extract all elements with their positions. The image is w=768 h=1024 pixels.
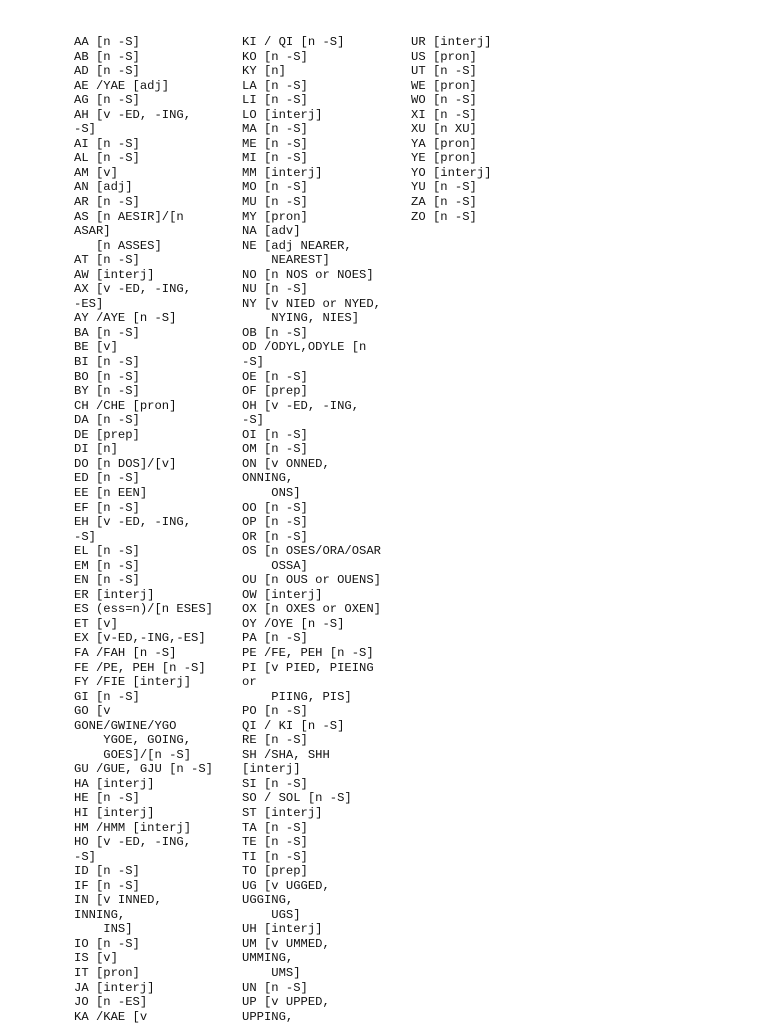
word-entry-line: MO [n -S] bbox=[242, 180, 308, 195]
word-entry-line: -S] bbox=[74, 529, 96, 544]
word-entry-line: IT [pron] bbox=[74, 966, 140, 980]
word-entry-line: US [pron] bbox=[411, 49, 477, 64]
word-entry-line: OP [n -S] bbox=[242, 515, 308, 530]
word-entry-line: GOES]/[n -S] bbox=[74, 747, 192, 762]
word-entry-line: AH [v -ED, -ING, bbox=[74, 107, 192, 122]
word-entry-line: OW [interj] bbox=[242, 587, 323, 602]
word-entry-line: DI [n] bbox=[74, 442, 118, 457]
word-entry-line: UMMING, bbox=[242, 951, 294, 966]
word-entry-line: HM /HMM [interj] bbox=[74, 820, 192, 835]
word-entry-line: ZO [n -S] bbox=[411, 209, 477, 224]
word-entry-line: AM [v] bbox=[74, 165, 118, 180]
word-entry-line: EL [n -S] bbox=[74, 544, 140, 559]
word-entry-line: BI [n -S] bbox=[74, 355, 140, 370]
word-entry-line: SO / SOL [n -S] bbox=[242, 791, 352, 806]
word-entry-line: PI [v PIED, PIEING bbox=[242, 660, 374, 675]
word-entry-line: ES (ess=n)/[n ESES] bbox=[74, 602, 213, 617]
word-entry-line: AD [n -S] bbox=[74, 64, 140, 79]
word-entry-line: UN [n -S] bbox=[242, 980, 308, 995]
word-entry-line: WE [pron] bbox=[411, 78, 477, 93]
word-entry-line: PE /FE, PEH [n -S] bbox=[242, 645, 374, 660]
word-column-1 bbox=[74, 35, 213, 1024]
word-entry-line: ET [v] bbox=[74, 616, 118, 631]
word-entry-line: HO [v -ED, -ING, bbox=[74, 835, 192, 850]
word-entry-line: OF [prep] bbox=[242, 384, 308, 399]
word-entry-line: AE /YAE [adj] bbox=[74, 78, 170, 93]
word-entry-line: BY [n -S] bbox=[74, 384, 140, 399]
word-entry-line: IF [n -S] bbox=[74, 878, 140, 893]
word-entry-line: OH [v -ED, -ING, bbox=[242, 398, 360, 413]
word-entry-line: NO [n NOS or NOES] bbox=[242, 267, 374, 282]
word-entry-line: IN [v INNED, bbox=[74, 893, 162, 908]
word-entry-line: HE [n -S] bbox=[74, 791, 140, 806]
word-entry-line: AB [n -S] bbox=[74, 49, 140, 64]
word-entry-line: UP [v UPPED, bbox=[242, 995, 330, 1010]
word-entry-line: ED [n -S] bbox=[74, 471, 140, 486]
word-entry-line: AS [n AESIR]/[n bbox=[74, 209, 184, 224]
word-entry-line: -ES] bbox=[74, 296, 104, 311]
word-entry-line: EX [v-ED,-ING,-ES] bbox=[74, 631, 206, 646]
word-entry-line: KO [n -S] bbox=[242, 49, 308, 64]
word-entry-line: MA [n -S] bbox=[242, 122, 308, 137]
word-entry-line: EH [v -ED, -ING, bbox=[74, 515, 192, 530]
word-entry-line: NE [adj NEARER, bbox=[242, 238, 352, 253]
word-entry-line: OY /OYE [n -S] bbox=[242, 616, 345, 631]
word-entry-line: AI [n -S] bbox=[74, 136, 140, 151]
word-entry-line: FA /FAH [n -S] bbox=[74, 645, 177, 660]
word-entry-line: UMS] bbox=[242, 966, 301, 980]
word-entry-line: SH /SHA, SHH bbox=[242, 747, 330, 762]
word-entry-line: [interj] bbox=[242, 762, 301, 777]
word-entry-line: YGOE, GOING, bbox=[74, 733, 192, 748]
word-entry-line: AX [v -ED, -ING, bbox=[74, 282, 192, 297]
word-entry-line: AR [n -S] bbox=[74, 195, 140, 210]
word-entry-line: OE [n -S] bbox=[242, 369, 308, 384]
word-entry-line: ST [interj] bbox=[242, 805, 323, 820]
word-entry-line: UH [interj] bbox=[242, 922, 323, 937]
word-entry-line: UGS] bbox=[242, 907, 301, 922]
word-entry-line: AW [interj] bbox=[74, 267, 155, 282]
word-entry-line: -S] bbox=[242, 355, 264, 370]
word-entry-line: LI [n -S] bbox=[242, 93, 308, 108]
word-entry-line: QI / KI [n -S] bbox=[242, 718, 345, 733]
word-entry-line: BO [n -S] bbox=[74, 369, 140, 384]
word-entry-line: TO [prep] bbox=[242, 864, 308, 879]
word-entry-line: ASAR] bbox=[74, 224, 111, 239]
word-entry-line: XU [n XU] bbox=[411, 122, 477, 137]
word-entry-line: SI [n -S] bbox=[242, 776, 308, 791]
word-entry-line: OI [n -S] bbox=[242, 427, 308, 442]
word-entry-line: HA [interj] bbox=[74, 776, 155, 791]
word-entry-line: YO [interj] bbox=[411, 165, 492, 180]
word-entry-line: NU [n -S] bbox=[242, 282, 308, 297]
word-entry-line: INS] bbox=[74, 922, 133, 937]
word-entry-line: OR [n -S] bbox=[242, 529, 308, 544]
word-entry-line: OU [n OUS or OUENS] bbox=[242, 573, 381, 588]
word-entry-line: MY [pron] bbox=[242, 209, 308, 224]
word-entry-line: AL [n -S] bbox=[74, 151, 140, 166]
word-entry-line: OM [n -S] bbox=[242, 442, 308, 457]
word-entry-line: MI [n -S] bbox=[242, 151, 308, 166]
word-entry-line: UG [v UGGED, bbox=[242, 878, 330, 893]
word-entry-line: UR [interj] bbox=[411, 35, 492, 49]
word-entry-line: EN [n -S] bbox=[74, 573, 140, 588]
word-entry-line: UM [v UMMED, bbox=[242, 936, 330, 951]
word-entry-line: EF [n -S] bbox=[74, 500, 140, 515]
word-entry-line: WO [n -S] bbox=[411, 93, 477, 108]
word-entry-line: OO [n -S] bbox=[242, 500, 308, 515]
word-entry-line: IS [v] bbox=[74, 951, 118, 966]
word-entry-line: RE [n -S] bbox=[242, 733, 308, 748]
word-entry-line: LO [interj] bbox=[242, 107, 323, 122]
word-entry-line: TI [n -S] bbox=[242, 849, 308, 864]
word-entry-line: TA [n -S] bbox=[242, 820, 308, 835]
word-entry-line: KY [n] bbox=[242, 64, 286, 79]
word-column-3 bbox=[411, 35, 491, 224]
word-entry-line: JA [interj] bbox=[74, 980, 155, 995]
word-entry-line: JO [n -ES] bbox=[74, 995, 148, 1010]
word-entry-line: DE [prep] bbox=[74, 427, 140, 442]
word-entry-line: -S] bbox=[242, 413, 264, 428]
word-entry-line: YE [pron] bbox=[411, 151, 477, 166]
word-entry-line: IO [n -S] bbox=[74, 936, 140, 951]
word-entry-line: ZA [n -S] bbox=[411, 195, 477, 210]
word-entry-line: BA [n -S] bbox=[74, 325, 140, 340]
word-entry-line: XI [n -S] bbox=[411, 107, 477, 122]
word-entry-line: AT [n -S] bbox=[74, 253, 140, 268]
word-entry-line: DA [n -S] bbox=[74, 413, 140, 428]
word-entry-line: INNING, bbox=[74, 907, 126, 922]
word-entry-line: OB [n -S] bbox=[242, 325, 308, 340]
word-entry-line: BE [v] bbox=[74, 340, 118, 355]
word-entry-line: KA /KAE [v bbox=[74, 1009, 148, 1024]
word-entry-line: ME [n -S] bbox=[242, 136, 308, 151]
word-entry-line: OX [n OXES or OXEN] bbox=[242, 602, 381, 617]
word-entry-line: AN [adj] bbox=[74, 180, 133, 195]
word-entry-line: OSSA] bbox=[242, 558, 308, 573]
word-entry-line: EE [n EEN] bbox=[74, 485, 148, 500]
word-entry-line: PO [n -S] bbox=[242, 704, 308, 719]
word-entry-line: FY /FIE [interj] bbox=[74, 675, 192, 690]
word-entry-line: -S] bbox=[74, 849, 96, 864]
word-entry-line: NY [v NIED or NYED, bbox=[242, 296, 381, 311]
word-entry-line: ID [n -S] bbox=[74, 864, 140, 879]
word-entry-line: PA [n -S] bbox=[242, 631, 308, 646]
word-entry-line: CH /CHE [pron] bbox=[74, 398, 177, 413]
word-entry-line: FE /PE, PEH [n -S] bbox=[74, 660, 206, 675]
word-entry-line: [n ASSES] bbox=[74, 238, 162, 253]
word-entry-line: GONE/GWINE/YGO bbox=[74, 718, 177, 733]
word-entry-line: OS [n OSES/ORA/OSAR bbox=[242, 544, 381, 559]
word-entry-line: ON [v ONNED, bbox=[242, 456, 330, 471]
word-entry-line: ONNING, bbox=[242, 471, 294, 486]
word-entry-line: AG [n -S] bbox=[74, 93, 140, 108]
word-entry-line: YU [n -S] bbox=[411, 180, 477, 195]
word-entry-line: AA [n -S] bbox=[74, 35, 140, 49]
word-entry-line: UT [n -S] bbox=[411, 64, 477, 79]
word-entry-line: UGGING, bbox=[242, 893, 294, 908]
word-column-2 bbox=[242, 35, 381, 1024]
word-entry-line: GO [v bbox=[74, 704, 111, 719]
word-entry-line: ONS] bbox=[242, 485, 301, 500]
word-entry-line: KI / QI [n -S] bbox=[242, 35, 345, 49]
word-entry-line: DO [n DOS]/[v] bbox=[74, 456, 177, 471]
word-entry-line: MM [interj] bbox=[242, 165, 323, 180]
word-entry-line: -S] bbox=[74, 122, 96, 137]
word-entry-line: NEAREST] bbox=[242, 253, 330, 268]
word-entry-line: PIING, PIS] bbox=[242, 689, 352, 704]
word-entry-line: OD /ODYL,ODYLE [n bbox=[242, 340, 367, 355]
word-entry-line: HI [interj] bbox=[74, 805, 155, 820]
word-entry-line: AY /AYE [n -S] bbox=[74, 311, 177, 326]
word-entry-line: or bbox=[242, 675, 257, 690]
word-entry-line: EM [n -S] bbox=[74, 558, 140, 573]
word-entry-line: NYING, NIES] bbox=[242, 311, 360, 326]
word-entry-line: YA [pron] bbox=[411, 136, 477, 151]
word-entry-line: ER [interj] bbox=[74, 587, 155, 602]
word-entry-line: GU /GUE, GJU [n -S] bbox=[74, 762, 213, 777]
word-entry-line: NA [adv] bbox=[242, 224, 301, 239]
word-entry-line: UPPING, bbox=[242, 1009, 294, 1024]
word-entry-line: MU [n -S] bbox=[242, 195, 308, 210]
word-entry-line: TE [n -S] bbox=[242, 835, 308, 850]
word-entry-line: LA [n -S] bbox=[242, 78, 308, 93]
word-entry-line: GI [n -S] bbox=[74, 689, 140, 704]
